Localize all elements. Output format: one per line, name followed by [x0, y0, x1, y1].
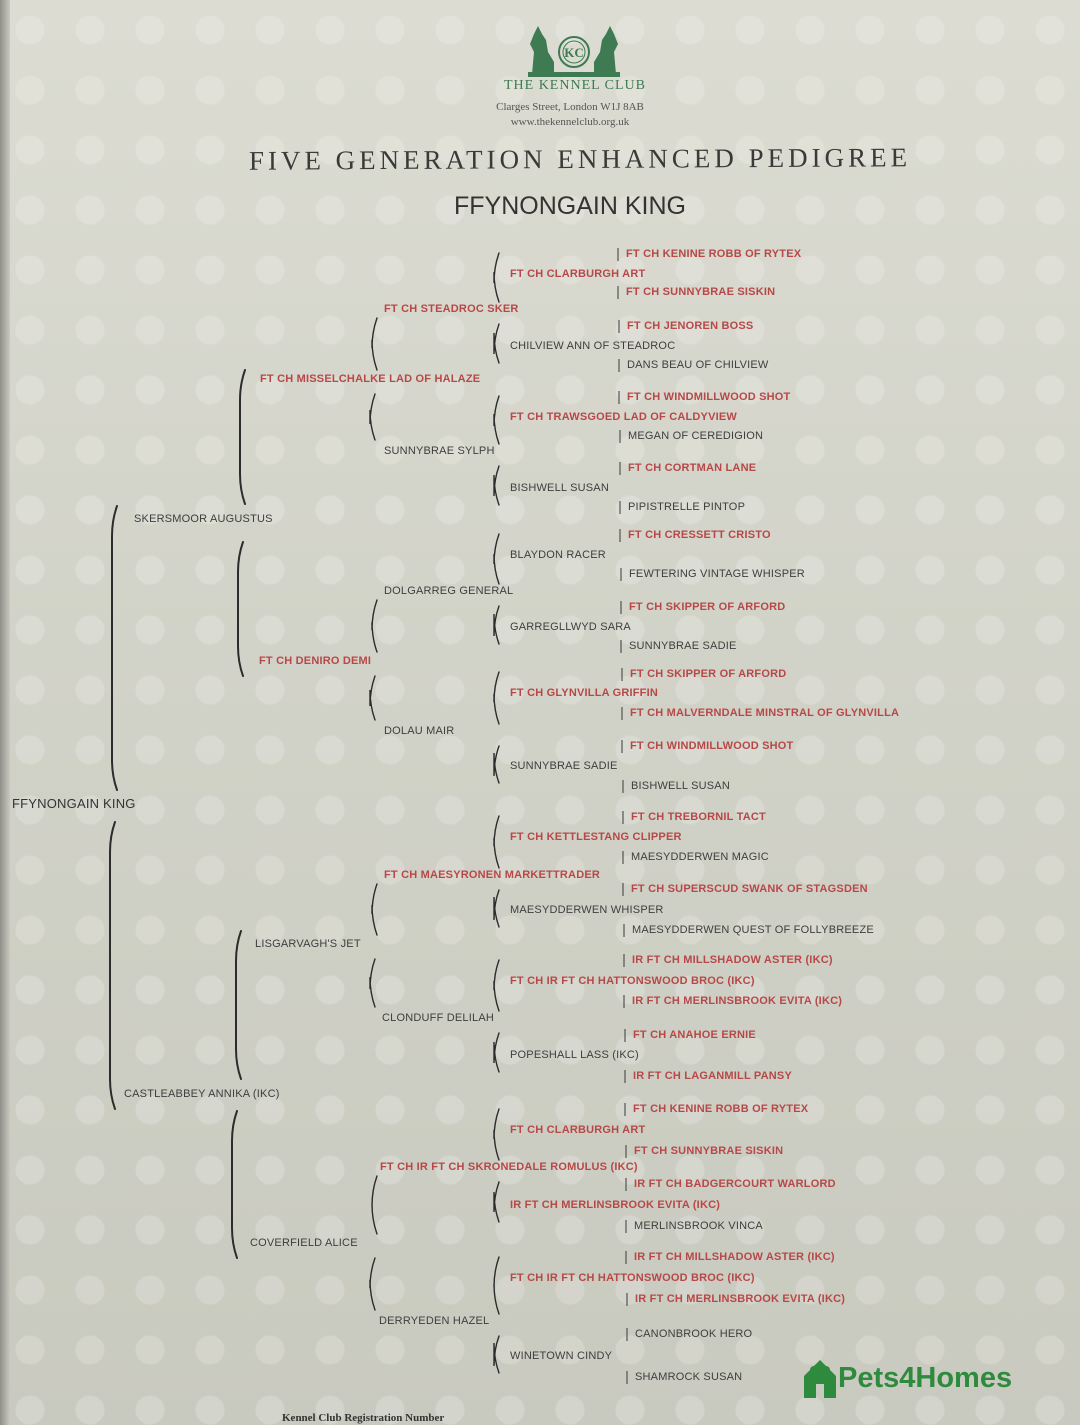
gen4-bracket [494, 606, 499, 644]
gen4-ancestor: CHILVIEW ANN OF STEADROC [510, 340, 676, 352]
gen4-ancestor: FT CH TRAWSGOED LAD OF CALDYVIEW [510, 411, 738, 423]
logo-monogram: KC [564, 45, 584, 60]
gen5-ancestor: MAESYDDERWEN MAGIC [631, 851, 769, 863]
gen5-ancestor: FT CH CRESSETT CRISTO [628, 529, 771, 541]
club-website: www.thekennelclub.org.uk [510, 116, 630, 128]
gen4-bracket [494, 1336, 499, 1373]
watermark-text: Pets4Homes [838, 1362, 1013, 1394]
gen3-ancestor: DOLAU MAIR [384, 725, 455, 737]
gen5-ancestor: FT CH SUNNYBRAE SISKIN [634, 1145, 784, 1157]
gen5-ancestor: IR FT CH MILLSHADOW ASTER (IKC) [634, 1251, 835, 1263]
club-address: Clarges Street, London W1J 8AB [496, 101, 644, 113]
pedigree-root: FFYNONGAIN KING [12, 796, 136, 811]
gen4-bracket [494, 816, 499, 868]
gen1-ancestor: CASTLEABBEY ANNIKA (IKC) [124, 1088, 280, 1100]
gen2-ancestor: LISGARVAGH'S JET [255, 938, 361, 950]
gen5-ancestor: IR FT CH MERLINSBROOK EVITA (IKC) [635, 1293, 846, 1305]
gen5-ancestor: FT CH SUNNYBRAE SISKIN [626, 286, 776, 298]
gen4-ancestor: FT CH KETTLESTANG CLIPPER [510, 831, 682, 843]
gen1-bracket [110, 822, 115, 1109]
gen4-bracket [494, 1182, 499, 1222]
gen4-bracket [494, 466, 499, 505]
gen4-ancestor: FT CH CLARBURGH ART [510, 268, 646, 280]
gen4-bracket [494, 672, 499, 724]
gen4-ancestor: FT CH GLYNVILLA GRIFFIN [510, 687, 659, 699]
gen4-bracket [494, 890, 499, 927]
gen5-ancestor: MEGAN OF CEREDIGION [628, 430, 764, 442]
gen5-ancestor: FT CH JENOREN BOSS [627, 320, 754, 332]
gen5-ancestor: FT CH ANAHOE ERNIE [633, 1029, 756, 1041]
gen5-ancestor: FT CH CORTMAN LANE [628, 462, 757, 474]
gen3-ancestor: FT CH STEADROC SKER [384, 303, 519, 315]
gen5-ancestor: FT CH WINDMILLWOOD SHOT [627, 391, 791, 403]
gen5-ancestor: FT CH SUPERSCUD SWANK OF STAGSDEN [631, 883, 868, 895]
pets4homes-watermark [802, 1356, 1042, 1404]
gen2-bracket [238, 542, 243, 676]
gen3-bracket [370, 959, 375, 1007]
gen4-bracket [494, 1033, 499, 1072]
gen5-ancestor: SHAMROCK SUSAN [635, 1371, 743, 1383]
gen5-ancestor: IR FT CH LAGANMILL PANSY [633, 1070, 792, 1082]
gen5-ancestor: SUNNYBRAE SADIE [629, 640, 737, 652]
gen2-bracket [236, 931, 241, 1079]
gen4-bracket [494, 253, 499, 302]
gen4-ancestor: BISHWELL SUSAN [510, 482, 609, 494]
gen4-bracket [494, 1257, 499, 1314]
gen3-ancestor: CLONDUFF DELILAH [382, 1012, 494, 1024]
dog-name-heading: FFYNONGAIN KING [454, 192, 686, 220]
gen5-ancestor: FT CH KENINE ROBB OF RYTEX [633, 1103, 809, 1115]
gen3-bracket [372, 1176, 377, 1234]
gen4-bracket [494, 746, 499, 783]
gen3-ancestor: DERRYEDEN HAZEL [379, 1315, 490, 1327]
gen5-ancestor: FT CH SKIPPER OF ARFORD [630, 668, 787, 680]
gen5-ancestor: BISHWELL SUSAN [631, 780, 730, 792]
gen5-ancestor: DANS BEAU OF CHILVIEW [627, 359, 769, 371]
gen5-ancestor: IR FT CH BADGERCOURT WARLORD [634, 1178, 836, 1190]
gen4-bracket [494, 960, 499, 1011]
gen5-ancestor: MAESYDDERWEN QUEST OF FOLLYBREEZE [632, 924, 874, 936]
gen5-ancestor: FT CH SKIPPER OF ARFORD [629, 601, 786, 613]
gen4-ancestor: SUNNYBRAE SADIE [510, 760, 618, 772]
gen5-ancestor: FT CH KENINE ROBB OF RYTEX [626, 248, 802, 260]
gen4-ancestor: FT CH CLARBURGH ART [510, 1124, 646, 1136]
gen3-ancestor: SUNNYBRAE SYLPH [384, 445, 495, 457]
gen3-ancestor: FT CH MAESYRONEN MARKETTRADER [384, 869, 601, 881]
gen4-ancestor: WINETOWN CINDY [510, 1350, 613, 1362]
gen1-ancestor: SKERSMOOR AUGUSTUS [134, 513, 273, 525]
gen5-ancestor: MERLINSBROOK VINCA [634, 1220, 763, 1232]
gen5-ancestor: CANONBROOK HERO [635, 1328, 753, 1340]
gen5-ancestor: IR FT CH MERLINSBROOK EVITA (IKC) [632, 995, 843, 1007]
gen3-bracket [370, 676, 375, 720]
gen4-bracket [494, 324, 499, 363]
gen4-ancestor: GARREGLLWYD SARA [510, 621, 631, 633]
gen2-ancestor: FT CH MISSELCHALKE LAD OF HALAZE [260, 373, 481, 385]
gen2-bracket [240, 370, 245, 504]
gen5-ancestor: FT CH WINDMILLWOOD SHOT [630, 740, 794, 752]
gen3-bracket [372, 600, 377, 652]
gen4-ancestor: IR FT CH MERLINSBROOK EVITA (IKC) [510, 1199, 721, 1211]
gen4-bracket [494, 1109, 499, 1160]
gen3-bracket [372, 318, 377, 370]
gen3-bracket [370, 1258, 375, 1310]
gen4-ancestor: MAESYDDERWEN WHISPER [510, 904, 664, 916]
gen3-ancestor: DOLGARREG GENERAL [384, 585, 514, 597]
document-title: FIVE GENERATION ENHANCED PEDIGREE [248, 142, 912, 176]
gen5-ancestor: PIPISTRELLE PINTOP [628, 501, 746, 513]
gen2-ancestor: FT CH DENIRO DEMI [259, 655, 372, 667]
club-name: THE KENNEL CLUB [503, 78, 647, 93]
gen5-ancestor: FT CH TREBORNIL TACT [631, 811, 766, 823]
gen4-bracket [494, 396, 499, 444]
gen1-bracket [112, 506, 117, 790]
gen4-ancestor: FT CH IR FT CH HATTONSWOOD BROC (IKC) [510, 975, 755, 987]
gen2-ancestor: COVERFIELD ALICE [250, 1237, 358, 1249]
gen2-bracket [232, 1111, 237, 1258]
pets4homes-logo-icon [802, 1356, 838, 1400]
gen4-ancestor: BLAYDON RACER [510, 549, 606, 561]
gen4-ancestor: FT CH IR FT CH HATTONSWOOD BROC (IKC) [510, 1272, 755, 1284]
gen4-ancestor: POPESHALL LASS (IKC) [510, 1049, 639, 1061]
gen5-ancestor: FEWTERING VINTAGE WHISPER [629, 568, 805, 580]
gen5-ancestor: FT CH MALVERNDALE MINSTRAL OF GLYNVILLA [630, 707, 900, 719]
gen3-bracket [372, 884, 377, 935]
registration-number-label: Kennel Club Registration Number [282, 1412, 445, 1424]
gen3-bracket [370, 394, 375, 440]
gen3-ancestor: FT CH IR FT CH SKRONEDALE ROMULUS (IKC) [380, 1161, 638, 1173]
gen5-ancestor: IR FT CH MILLSHADOW ASTER (IKC) [632, 954, 833, 966]
gen4-bracket [494, 534, 499, 584]
